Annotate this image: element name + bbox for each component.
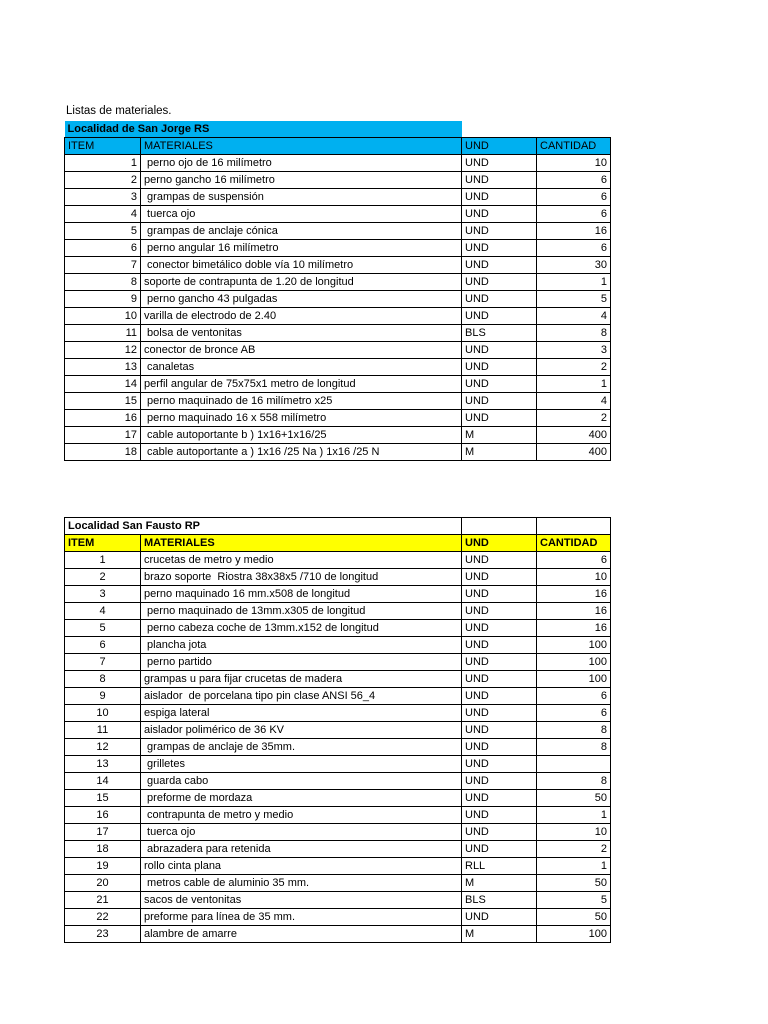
quantity-cell: 6 [537, 240, 611, 257]
item-cell: 11 [65, 722, 141, 739]
quantity-cell: 5 [537, 291, 611, 308]
table-row [65, 291, 611, 308]
unit-cell: M [462, 875, 537, 892]
quantity-cell: 2 [537, 410, 611, 427]
quantity-cell: 50 [537, 875, 611, 892]
item-cell: 14 [65, 773, 141, 790]
header-item: ITEM [65, 535, 141, 552]
quantity-cell: 6 [537, 172, 611, 189]
unit-cell: UND [462, 240, 537, 257]
material-cell: perno gancho 43 pulgadas [141, 291, 462, 308]
item-cell: 17 [65, 427, 141, 444]
unit-cell: UND [462, 620, 537, 637]
material-cell: preforme para línea de 35 mm. [141, 909, 462, 926]
item-cell: 7 [65, 257, 141, 274]
unit-cell: UND [462, 569, 537, 586]
table-row [65, 393, 611, 410]
table-row [65, 875, 611, 892]
item-cell: 16 [65, 807, 141, 824]
quantity-cell: 5 [537, 892, 611, 909]
table-row [65, 172, 611, 189]
material-cell: abrazadera para retenida [141, 841, 462, 858]
table-row [65, 926, 611, 943]
unit-cell: UND [462, 586, 537, 603]
item-cell: 12 [65, 739, 141, 756]
quantity-cell: 6 [537, 189, 611, 206]
quantity-cell: 6 [537, 705, 611, 722]
quantity-cell: 4 [537, 393, 611, 410]
material-cell: cable autoportante a ) 1x16 /25 Na ) 1x16 /25 N [141, 444, 462, 461]
unit-cell: BLS [462, 325, 537, 342]
material-cell: perno maquinado 16 mm.x508 de longitud [141, 586, 462, 603]
material-cell: aislador de porcelana tipo pin clase ANSI 56_4 [141, 688, 462, 705]
item-cell: 2 [65, 569, 141, 586]
quantity-cell: 6 [537, 688, 611, 705]
table-row [65, 603, 611, 620]
material-cell: tuerca ojo [141, 824, 462, 841]
material-cell: soporte de contrapunta de 1.20 de longitud [141, 274, 462, 291]
quantity-cell: 6 [537, 552, 611, 569]
material-cell: canaletas [141, 359, 462, 376]
quantity-cell: 8 [537, 773, 611, 790]
table-row [65, 189, 611, 206]
quantity-cell: 2 [537, 841, 611, 858]
item-cell: 11 [65, 325, 141, 342]
material-cell: cable autoportante b ) 1x16+1x16/25 [141, 427, 462, 444]
quantity-cell: 16 [537, 603, 611, 620]
quantity-cell: 16 [537, 223, 611, 240]
unit-cell: UND [462, 603, 537, 620]
table-row [65, 858, 611, 875]
unit-cell: M [462, 926, 537, 943]
table-row [65, 739, 611, 756]
quantity-cell: 100 [537, 926, 611, 943]
quantity-cell: 8 [537, 739, 611, 756]
item-cell: 8 [65, 671, 141, 688]
quantity-cell: 100 [537, 654, 611, 671]
unit-cell: UND [462, 257, 537, 274]
quantity-cell [537, 756, 611, 773]
material-cell: crucetas de metro y medio [141, 552, 462, 569]
item-cell: 8 [65, 274, 141, 291]
table-row [65, 427, 611, 444]
material-cell: contrapunta de metro y medio [141, 807, 462, 824]
unit-cell: UND [462, 637, 537, 654]
quantity-cell: 100 [537, 671, 611, 688]
table-row [65, 325, 611, 342]
item-cell: 1 [65, 155, 141, 172]
material-cell: rollo cinta plana [141, 858, 462, 875]
header-und: UND [462, 535, 537, 552]
unit-cell: UND [462, 308, 537, 325]
material-cell: espiga lateral [141, 705, 462, 722]
table-row [65, 620, 611, 637]
quantity-cell: 2 [537, 359, 611, 376]
table-row [65, 824, 611, 841]
unit-cell: UND [462, 189, 537, 206]
quantity-cell: 6 [537, 206, 611, 223]
quantity-cell: 10 [537, 569, 611, 586]
quantity-cell: 10 [537, 155, 611, 172]
material-cell: grampas u para fijar crucetas de madera [141, 671, 462, 688]
unit-cell: UND [462, 824, 537, 841]
item-cell: 10 [65, 308, 141, 325]
item-cell: 9 [65, 291, 141, 308]
unit-cell: UND [462, 790, 537, 807]
item-cell: 4 [65, 206, 141, 223]
item-cell: 12 [65, 342, 141, 359]
item-cell: 23 [65, 926, 141, 943]
table-row [65, 569, 611, 586]
item-cell: 2 [65, 172, 141, 189]
table-row [65, 308, 611, 325]
table-row [65, 892, 611, 909]
table-row [65, 155, 611, 172]
material-cell: perno angular 16 milímetro [141, 240, 462, 257]
unit-cell: UND [462, 172, 537, 189]
material-cell: perno ojo de 16 milímetro [141, 155, 462, 172]
unit-cell: RLL [462, 858, 537, 875]
unit-cell: UND [462, 359, 537, 376]
material-cell: aislador polimérico de 36 KV [141, 722, 462, 739]
material-cell: perfil angular de 75x75x1 metro de longitud [141, 376, 462, 393]
table-row [65, 444, 611, 461]
material-cell: alambre de amarre [141, 926, 462, 943]
header-und: UND [462, 138, 537, 155]
quantity-cell: 1 [537, 807, 611, 824]
table-row [65, 376, 611, 393]
item-cell: 3 [65, 586, 141, 603]
table-row [65, 410, 611, 427]
table-row [65, 705, 611, 722]
header-cantidad: CANTIDAD [537, 138, 611, 155]
item-cell: 20 [65, 875, 141, 892]
material-cell: perno maquinado de 16 milímetro x25 [141, 393, 462, 410]
materials-table-san-fausto [64, 517, 611, 943]
item-cell: 5 [65, 620, 141, 637]
unit-cell: UND [462, 705, 537, 722]
table-row [65, 637, 611, 654]
material-cell: conector bimetálico doble vía 10 milímetro [141, 257, 462, 274]
unit-cell: BLS [462, 892, 537, 909]
header-item: ITEM [65, 138, 141, 155]
item-cell: 16 [65, 410, 141, 427]
unit-cell: UND [462, 688, 537, 705]
item-cell: 6 [65, 637, 141, 654]
table-row [65, 722, 611, 739]
item-cell: 18 [65, 841, 141, 858]
quantity-cell: 8 [537, 325, 611, 342]
item-cell: 13 [65, 359, 141, 376]
quantity-cell: 16 [537, 586, 611, 603]
material-cell: plancha jota [141, 637, 462, 654]
item-cell: 19 [65, 858, 141, 875]
item-cell: 3 [65, 189, 141, 206]
item-cell: 6 [65, 240, 141, 257]
intro-text: Listas de materiales. [66, 105, 172, 117]
material-cell: brazo soporte Riostra 38x38x5 /710 de longitud [141, 569, 462, 586]
material-cell: preforme de mordaza [141, 790, 462, 807]
table-row [65, 790, 611, 807]
materials-table-san-jorge [64, 121, 611, 461]
quantity-cell: 1 [537, 376, 611, 393]
header-row [65, 138, 611, 155]
unit-cell: UND [462, 291, 537, 308]
quantity-cell: 4 [537, 308, 611, 325]
item-cell: 1 [65, 552, 141, 569]
unit-cell: UND [462, 155, 537, 172]
unit-cell: UND [462, 552, 537, 569]
material-cell: grampas de anclaje cónica [141, 223, 462, 240]
header-materiales: MATERIALES [141, 535, 462, 552]
quantity-cell: 1 [537, 858, 611, 875]
material-cell: bolsa de ventonitas [141, 325, 462, 342]
item-cell: 15 [65, 790, 141, 807]
table-title: Localidad de San Jorge RS [65, 121, 462, 138]
unit-cell: UND [462, 393, 537, 410]
table-row [65, 274, 611, 291]
item-cell: 14 [65, 376, 141, 393]
table-row [65, 688, 611, 705]
table-row [65, 841, 611, 858]
unit-cell: UND [462, 376, 537, 393]
item-cell: 13 [65, 756, 141, 773]
quantity-cell: 400 [537, 427, 611, 444]
quantity-cell: 8 [537, 722, 611, 739]
item-cell: 21 [65, 892, 141, 909]
item-cell: 7 [65, 654, 141, 671]
table-row [65, 671, 611, 688]
material-cell: perno maquinado de 13mm.x305 de longitud [141, 603, 462, 620]
unit-cell: UND [462, 342, 537, 359]
table-row [65, 807, 611, 824]
material-cell: perno cabeza coche de 13mm.x152 de longitud [141, 620, 462, 637]
unit-cell: UND [462, 807, 537, 824]
unit-cell: UND [462, 739, 537, 756]
material-cell: tuerca ojo [141, 206, 462, 223]
item-cell: 22 [65, 909, 141, 926]
unit-cell: UND [462, 841, 537, 858]
item-cell: 4 [65, 603, 141, 620]
unit-cell: UND [462, 274, 537, 291]
table-row [65, 586, 611, 603]
unit-cell: UND [462, 206, 537, 223]
material-cell: grampas de anclaje de 35mm. [141, 739, 462, 756]
material-cell: perno maquinado 16 x 558 milímetro [141, 410, 462, 427]
material-cell: grilletes [141, 756, 462, 773]
unit-cell: UND [462, 410, 537, 427]
quantity-cell: 10 [537, 824, 611, 841]
item-cell: 5 [65, 223, 141, 240]
material-cell: sacos de ventonitas [141, 892, 462, 909]
item-cell: 15 [65, 393, 141, 410]
table-row [65, 240, 611, 257]
material-cell: perno partido [141, 654, 462, 671]
quantity-cell: 400 [537, 444, 611, 461]
quantity-cell: 1 [537, 274, 611, 291]
table-row [65, 654, 611, 671]
material-cell: guarda cabo [141, 773, 462, 790]
unit-cell: UND [462, 773, 537, 790]
header-row [65, 535, 611, 552]
header-materiales: MATERIALES [141, 138, 462, 155]
table-title: Localidad San Fausto RP [65, 518, 462, 535]
table-row [65, 257, 611, 274]
table-row [65, 206, 611, 223]
unit-cell: M [462, 427, 537, 444]
quantity-cell: 3 [537, 342, 611, 359]
unit-cell: UND [462, 654, 537, 671]
quantity-cell: 30 [537, 257, 611, 274]
unit-cell: UND [462, 223, 537, 240]
material-cell: varilla de electrodo de 2.40 [141, 308, 462, 325]
quantity-cell: 50 [537, 909, 611, 926]
quantity-cell: 50 [537, 790, 611, 807]
item-cell: 17 [65, 824, 141, 841]
table-row [65, 223, 611, 240]
unit-cell: UND [462, 756, 537, 773]
unit-cell: UND [462, 722, 537, 739]
item-cell: 10 [65, 705, 141, 722]
material-cell: conector de bronce AB [141, 342, 462, 359]
table-row [65, 909, 611, 926]
material-cell: grampas de suspensión [141, 189, 462, 206]
unit-cell: M [462, 444, 537, 461]
table-row [65, 756, 611, 773]
table-row [65, 342, 611, 359]
item-cell: 9 [65, 688, 141, 705]
table-row [65, 773, 611, 790]
material-cell: perno gancho 16 milímetro [141, 172, 462, 189]
table-row [65, 552, 611, 569]
quantity-cell: 100 [537, 637, 611, 654]
quantity-cell: 16 [537, 620, 611, 637]
material-cell: metros cable de aluminio 35 mm. [141, 875, 462, 892]
table-row [65, 359, 611, 376]
unit-cell: UND [462, 671, 537, 688]
unit-cell: UND [462, 909, 537, 926]
item-cell: 18 [65, 444, 141, 461]
header-cantidad: CANTIDAD [537, 535, 611, 552]
